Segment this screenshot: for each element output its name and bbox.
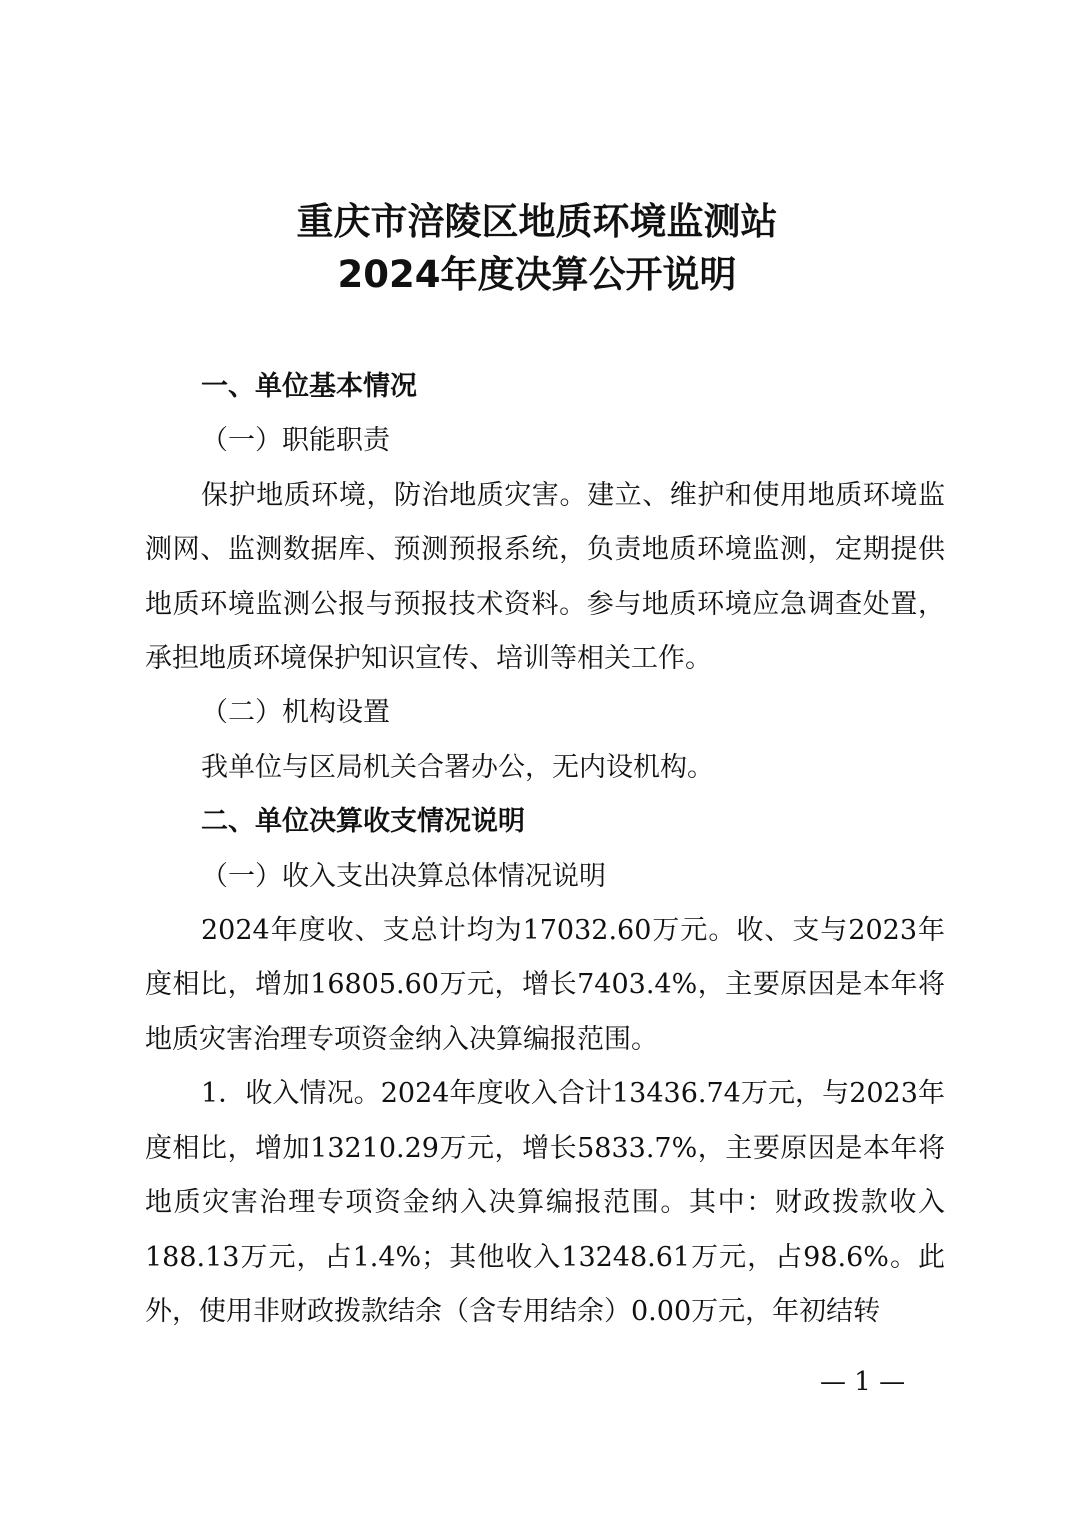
page-number: — 1 — bbox=[820, 1367, 906, 1397]
paragraph-functions: 保护地质环境，防治地质灾害。建立、维护和使用地质环境监测网、监测数据库、预测预报系统，负责地质环境监测，定期提供地质环境监测公报与预报技术资料。参与地质环境应急调查处置，承担地质环境保护知识宣传、培训等相关工作。 bbox=[145, 479, 945, 675]
document-body bbox=[145, 360, 945, 1339]
paragraph-overall: 2024年度收、支总计均为17032.60万元。收、支与2023年度相比，增加16805.60万元，增长7403.4%，主要原因是本年将地质灾害治理专项资金纳入决算编报范围。 bbox=[145, 915, 945, 1055]
document-title-line2: 2024年度决算公开说明 bbox=[337, 253, 737, 296]
paragraph-income: 1．收入情况。2024年度收入合计13436.74万元，与2023年度相比，增加13210.29万元，增长5833.7%，主要原因是本年将地质灾害治理专项资金纳入决算编报范围。其中：财政拨款收入188.13万元，占1.4%；其他收入13248.61万元，占98.6%。此外，使用非财政拨款结余（含专用结余）0.00万元，年初结转 bbox=[145, 1078, 945, 1327]
section-heading-budget: 二、单位决算收支情况说明 bbox=[201, 806, 525, 838]
subsection-heading-functions: （一）职能职责 bbox=[201, 425, 390, 457]
paragraph-organization: 我单位与区局机关合署办公，无内设机构。 bbox=[201, 751, 714, 783]
section-heading-basic-info: 一、单位基本情况 bbox=[201, 371, 417, 402]
document-title-line1: 重庆市涪陵区地质环境监测站 bbox=[296, 199, 778, 243]
subsection-heading-organization: （二）机构设置 bbox=[201, 697, 390, 729]
subsection-heading-overall: （一）收入支出决算总体情况说明 bbox=[201, 860, 606, 892]
